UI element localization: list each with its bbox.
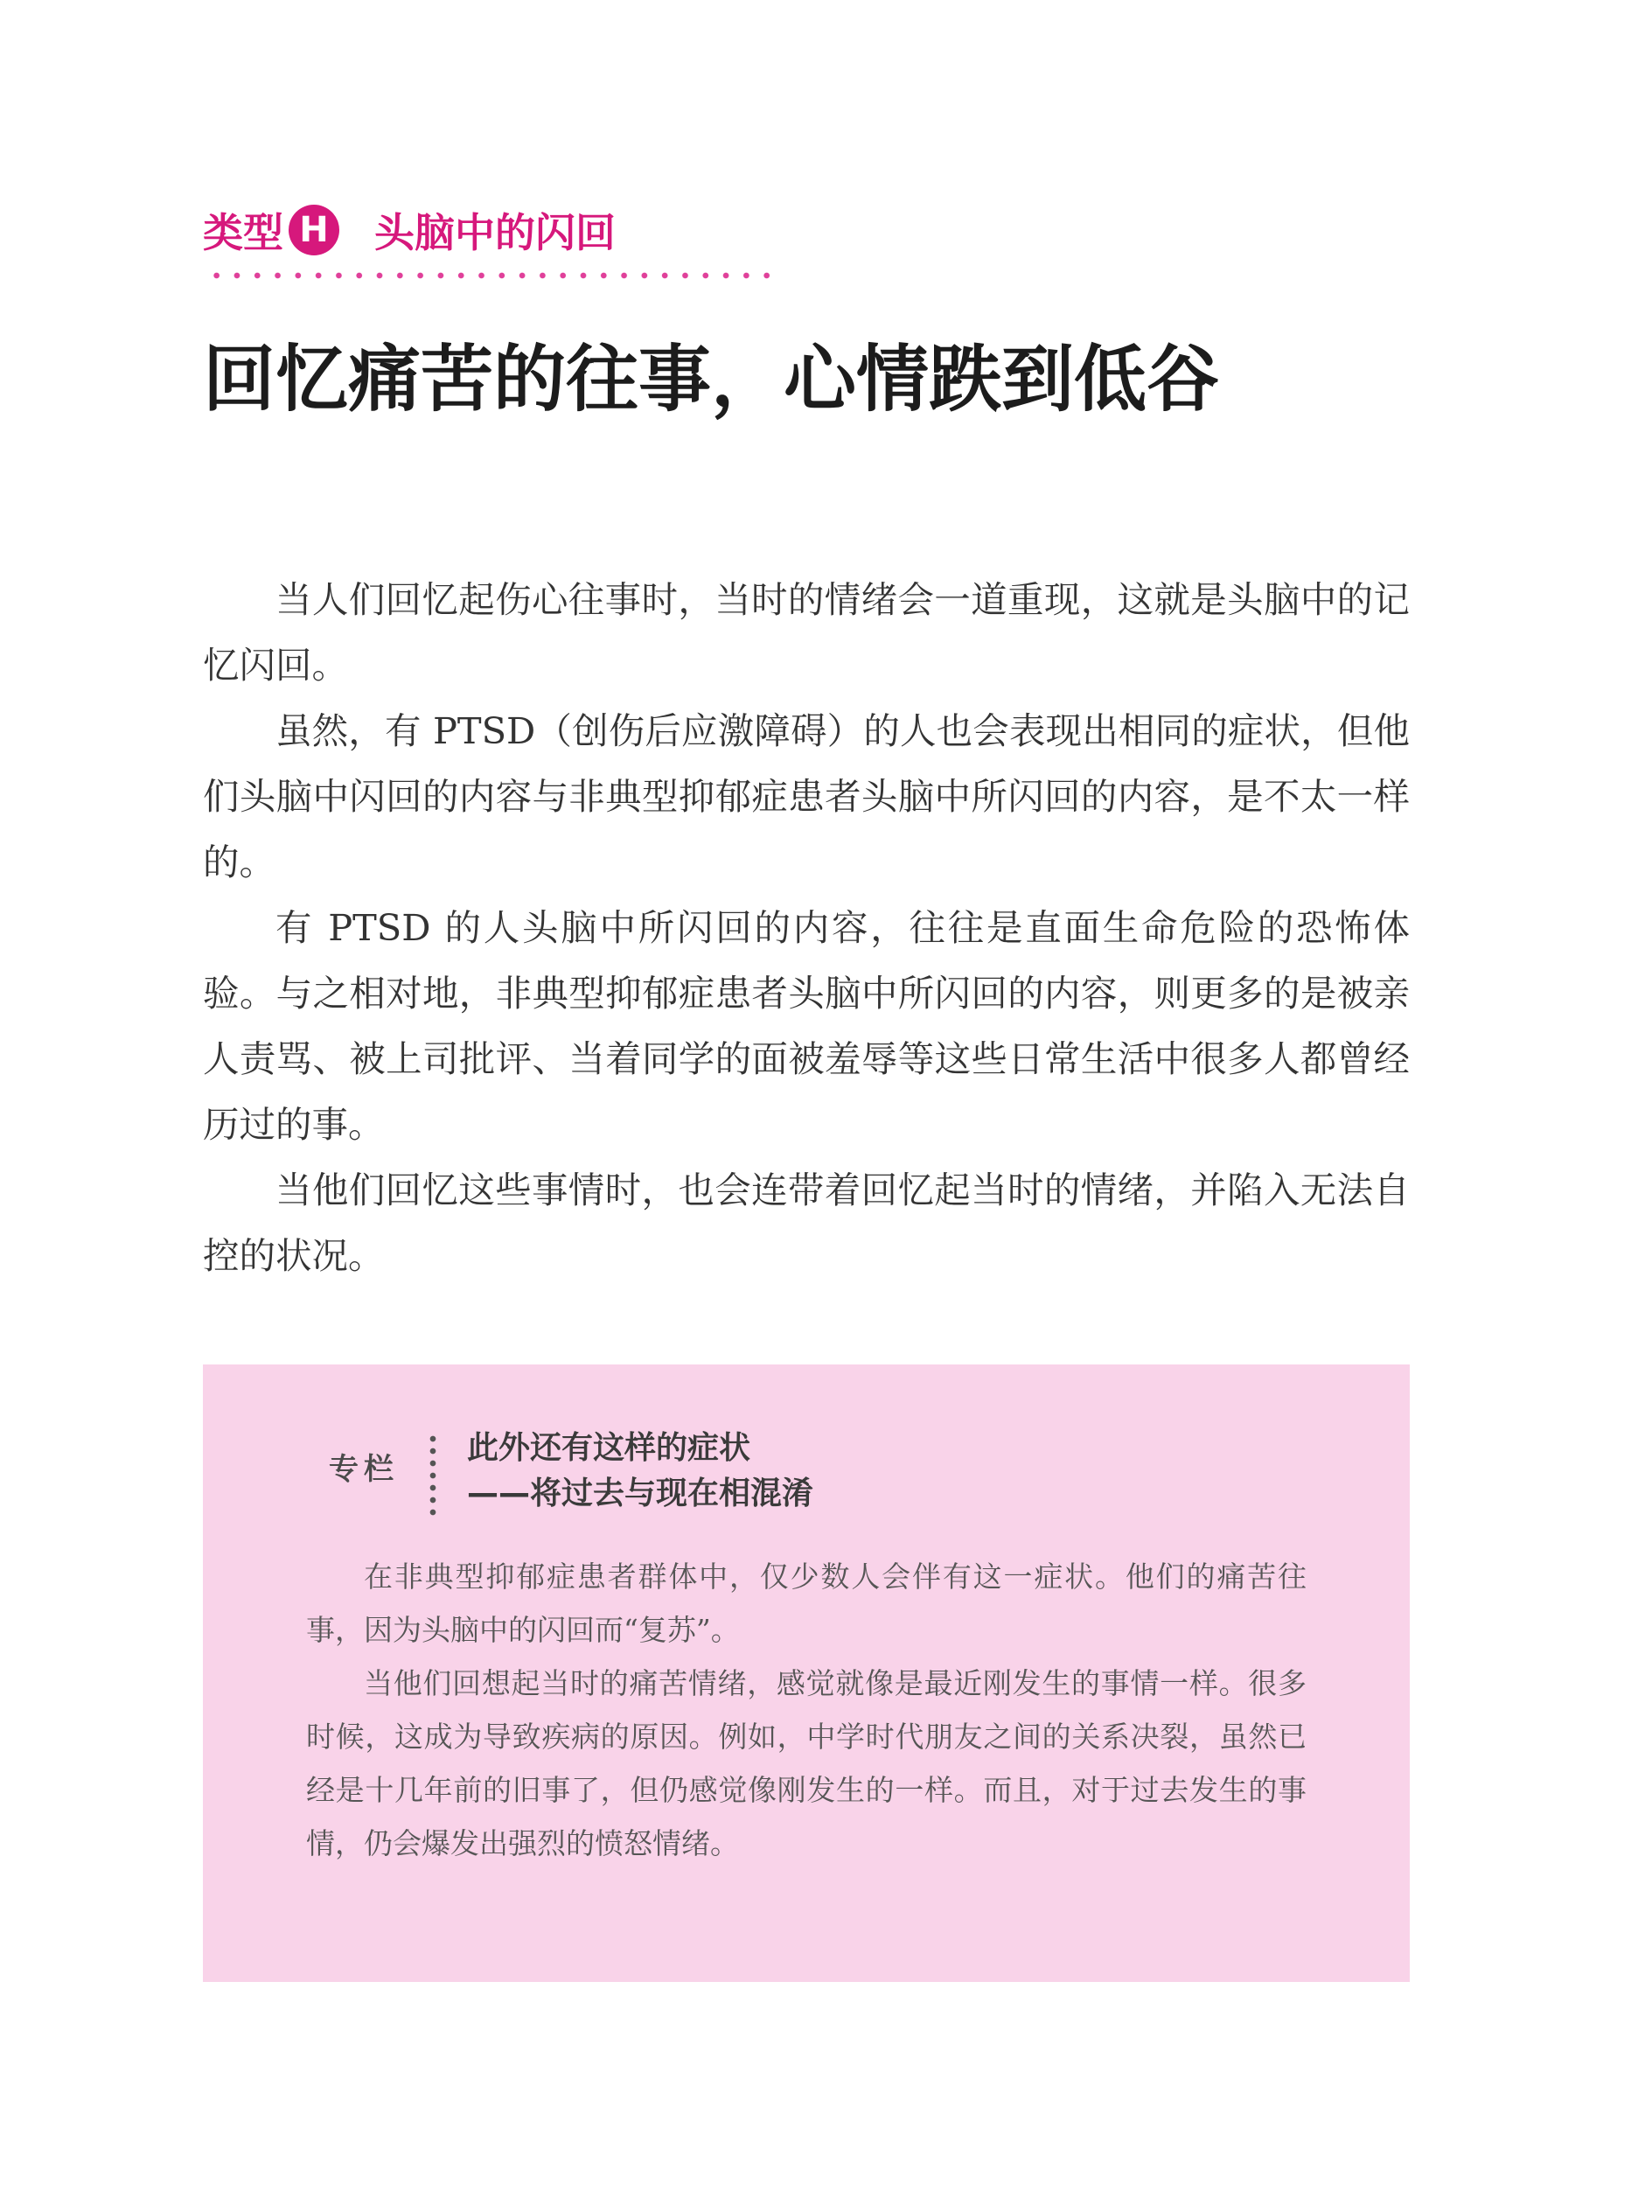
type-title: 头脑中的闪回 — [374, 209, 616, 256]
column-body — [306, 1550, 1307, 1870]
body-paragraph: 有 PTSD 的人头脑中所闪回的内容，往往是直面生命危险的恐怖体验。与之相对地，非典型抑郁症患者头脑中所闪回的内容，则更多的是被亲人责骂、被上司批评、当着同学的面被羞辱等这些日常生活中很多人都曾经历过的事。 — [203, 906, 1410, 1146]
body-paragraph: 虽然，有 PTSD（创伤后应激障碍）的人也会表现出相同的症状，但他们头脑中闪回的内容与非典型抑郁症患者头脑中所闪回的内容，是不太一样的。 — [203, 709, 1410, 883]
body-paragraph: 当人们回忆起伤心往事时，当时的情绪会一道重现，这就是头脑中的记忆闪回。 — [203, 578, 1410, 687]
column-title — [467, 1426, 813, 1517]
column-box — [203, 1364, 1410, 1982]
page-title: 回忆痛苦的往事，心情跌到低谷 — [203, 336, 1219, 422]
dotted-divider — [206, 269, 777, 282]
body-text — [203, 567, 1410, 1288]
column-paragraph: 当他们回想起当时的痛苦情绪，感觉就像是最近刚发生的事情一样。很多时候，这成为导致疾病的原因。例如，中学时代朋友之间的关系决裂，虽然已经是十几年前的旧事了，但仍感觉像刚发生的一样。而且，对于过去发生的事情，仍会爆发出强烈的愤怒情绪。 — [306, 1666, 1307, 1860]
column-paragraph: 在非典型抑郁症患者群体中，仅少数人会伴有这一症状。他们的痛苦往事，因为头脑中的闪回而“复苏”。 — [306, 1560, 1307, 1647]
body-paragraph: 当他们回忆这些事情时，也会连带着回忆起当时的情绪，并陷入无法自控的状况。 — [203, 1169, 1410, 1277]
type-badge-icon: H — [289, 205, 339, 255]
type-prefix: 类型 — [203, 209, 283, 256]
column-title-line2: ——将过去与现在相混淆 — [467, 1476, 814, 1511]
column-title-line1: 此外还有这样的症状 — [467, 1430, 751, 1466]
column-dotted-separator — [429, 1433, 436, 1518]
section-type-header — [203, 199, 616, 261]
column-label: 专栏 — [329, 1452, 399, 1487]
